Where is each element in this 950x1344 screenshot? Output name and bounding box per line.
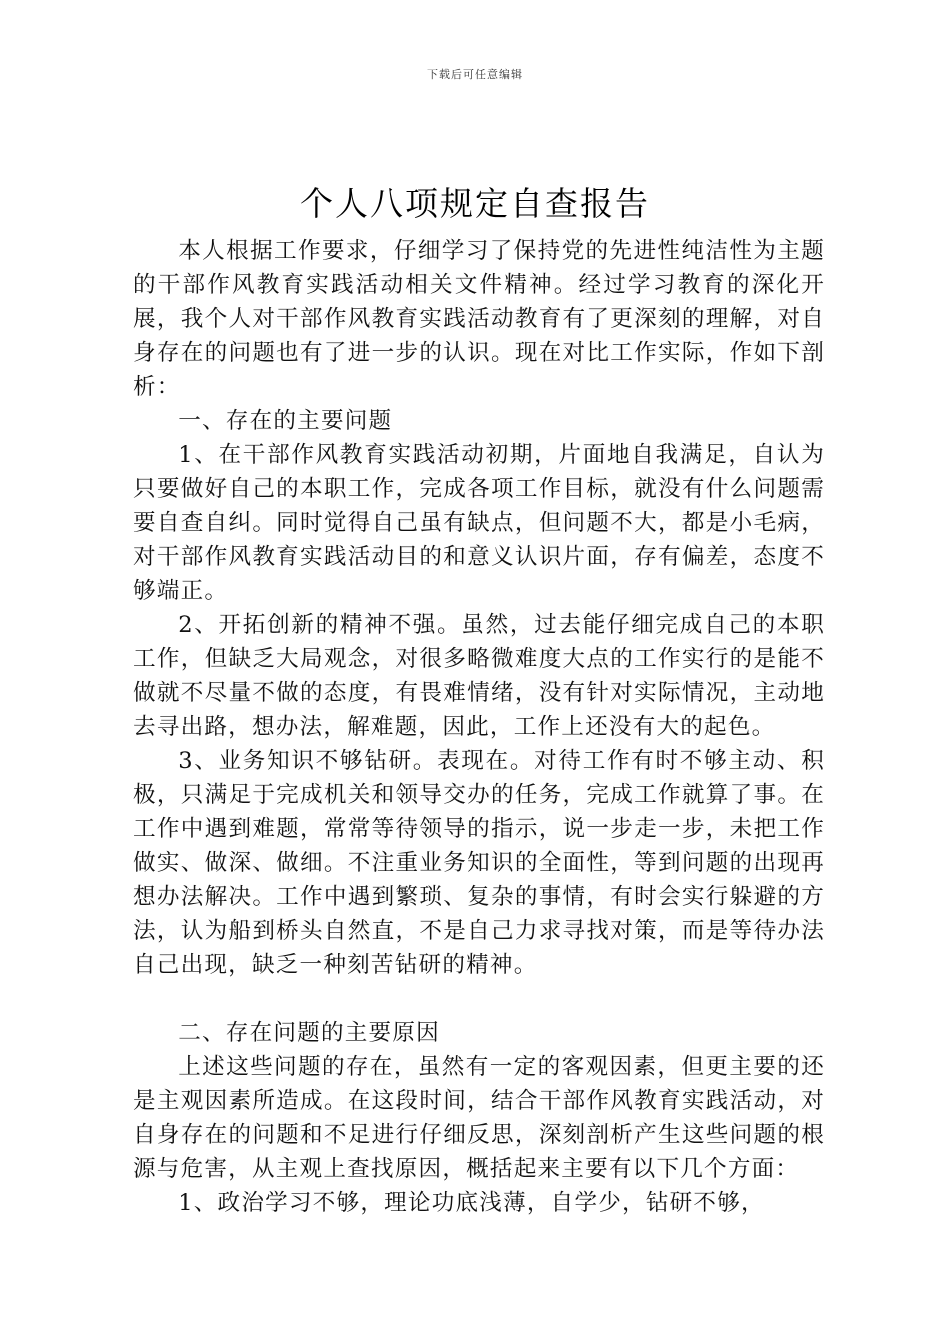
section-heading-main-causes: 二、存在问题的主要原因 [178, 1020, 440, 1046]
page-header-note: 下载后可任意编辑 [427, 68, 523, 81]
paragraph-causes-intro: 上述这些问题的存在，虽然有一定的客观因素，但更主要的还是主观因素所造成。在这段时间，结合干部作风教育实践活动，对自身存在的问题和不足进行仔细反思，深刻剖析产生这些问题的根源与危害，从主观上查找原因，概括起来主要有以下几个方面： [133, 1054, 825, 1182]
document-body [133, 234, 825, 1220]
section-heading-main-problems: 一、存在的主要问题 [178, 408, 393, 434]
document-title: 个人八项规定自查报告 [300, 184, 650, 223]
paragraph-cause-1: 1、政治学习不够，理论功底浅薄，自学少，钻研不够， [178, 1190, 765, 1216]
paragraph-problem-2: 2、开拓创新的精神不强。虽然，过去能仔细完成自己的本职工作，但缺乏大局观念，对很多略微难度大点的工作实行的是能不做就不尽量不做的态度，有畏难情绪，没有针对实际情况，主动地去寻出路，想办法，解难题，因此，工作上还没有大的起色。 [133, 612, 825, 740]
paragraph-problem-1: 1、在干部作风教育实践活动初期，片面地自我满足，自认为只要做好自己的本职工作，完成各项工作目标，就没有什么问题需要自查自纠。同时觉得自己虽有缺点，但问题不大，都是小毛病，对干部作风教育实践活动目的和意义认识片面，存有偏差，态度不够端正。 [133, 442, 825, 604]
paragraph-problem-3: 3、业务知识不够钻研。表现在。对待工作有时不够主动、积极，只满足于完成机关和领导交办的任务，完成工作就算了事。在工作中遇到难题，常常等待领导的指示，说一步走一步，未把工作做实、做深、做细。不注重业务知识的全面性，等到问题的出现再想办法解决。工作中遇到繁琐、复杂的事情，有时会实行躲避的方法，认为船到桥头自然直，不是自己力求寻找对策，而是等待办法自己出现，缺乏一种刻苦钻研的精神。 [133, 748, 825, 978]
paragraph-intro: 本人根据工作要求，仔细学习了保持党的先进性纯洁性为主题的干部作风教育实践活动相关文件精神。经过学习教育的深化开展，我个人对干部作风教育实践活动教育有了更深刻的理解，对自身存在的问题也有了进一步的认识。现在对比工作实际，作如下剖析： [133, 238, 825, 400]
